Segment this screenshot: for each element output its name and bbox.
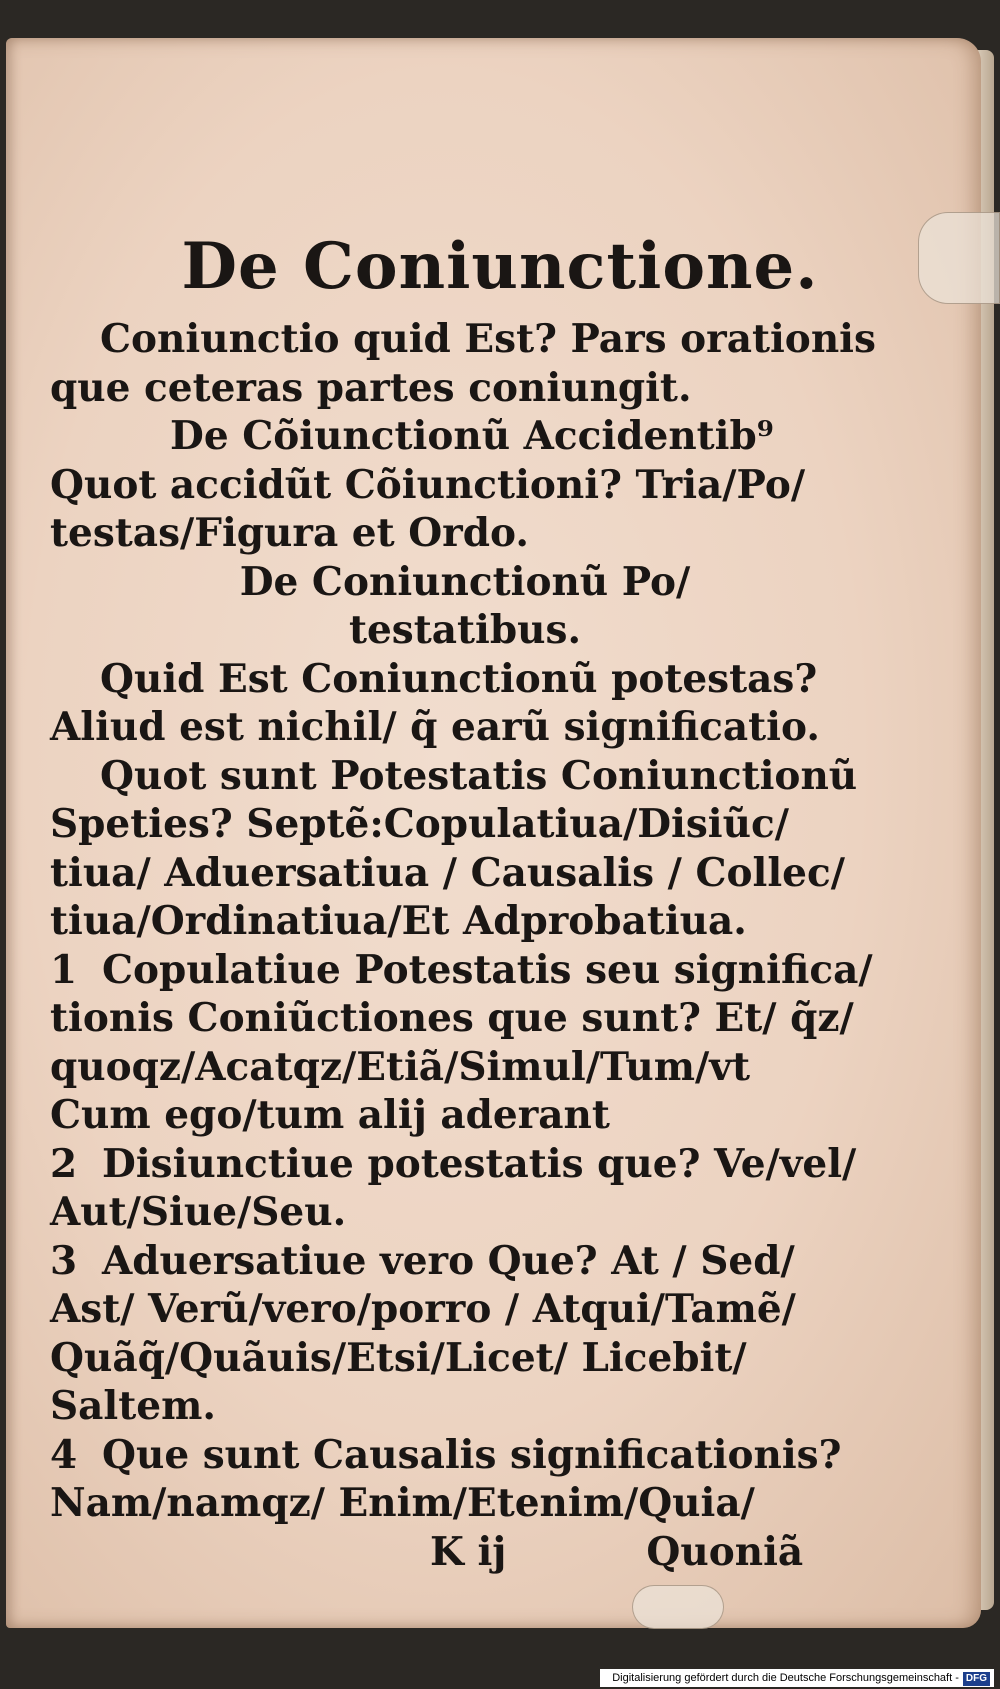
page-footer	[50, 1528, 880, 1577]
page-title: De Coniunctione.	[181, 229, 819, 304]
item-number: 2	[50, 1140, 78, 1187]
text-line: Aut/Siue/Seu.	[50, 1189, 347, 1235]
signature-mark: K ij	[430, 1528, 507, 1575]
numbered-line	[50, 946, 880, 995]
catchword: Quoniã	[646, 1528, 804, 1575]
text-line: Aduersatiue vero Que? At / Sed/	[102, 1237, 795, 1284]
text-line: que ceteras partes coniungit.	[50, 364, 692, 411]
section-heading: De Coniunctionũ Po/	[239, 558, 691, 605]
page-text	[50, 225, 880, 1576]
text-line: Quãq̃/Quãuis/Etsi/Licet/ Licebit/	[50, 1334, 747, 1381]
numbered-line	[50, 1140, 880, 1189]
text-line: quoqz/Acatqz/Etiã/Simul/Tum/vt	[50, 1043, 750, 1090]
digitization-credit	[600, 1669, 994, 1687]
dfg-logo: DFG	[963, 1672, 990, 1686]
text-line: tiua/ Aduersatiua / Causalis / Collec/	[50, 849, 845, 896]
text-line: Quot accidũt Cõiunctioni? Tria/Po/	[50, 461, 806, 508]
item-number: 3	[50, 1237, 78, 1284]
text-line: Quid Est Coniunctionũ potestas?	[100, 655, 818, 702]
section-heading: testatibus.	[348, 607, 582, 653]
text-line: Quot sunt Potestatis Coniunctionũ	[100, 752, 858, 799]
text-line: Speties? Septẽ:Copulatiua/Disiũc/	[50, 801, 789, 847]
text-line: Saltem.	[50, 1383, 216, 1429]
text-line: Nam/namqz/ Enim/Etenim/Quia/	[50, 1480, 755, 1526]
numbered-line	[50, 1431, 880, 1480]
digitization-text: Digitalisierung gefördert durch die Deutsche Forschungsgemeinschaft -	[612, 1672, 959, 1684]
text-line: Cum ego/tum alij aderant	[50, 1092, 610, 1138]
numbered-line	[50, 1237, 880, 1286]
text-line: Copulatiue Potestatis seu significa/	[102, 946, 873, 993]
text-line: tiua/Ordinatiua/Et Adprobatiua.	[50, 898, 747, 944]
text-line: tionis Coniũctiones que sunt? Et/ q̃z/	[50, 995, 854, 1041]
text-line: Aliud est nichil/ q̃ earũ significatio.	[50, 704, 820, 750]
text-line: Coniunctio quid Est? Pars orationis	[100, 316, 876, 362]
item-number: 1	[50, 946, 78, 993]
text-line: Que sunt Causalis significationis?	[102, 1431, 842, 1478]
section-heading: De Cõiunctionũ Accidentib⁹	[170, 413, 774, 459]
text-line: Ast/ Verũ/vero/porro / Atqui/Tamẽ/	[50, 1286, 796, 1332]
item-number: 4	[50, 1431, 78, 1478]
text-line: testas/Figura et Ordo.	[50, 510, 529, 556]
page-clip-top	[918, 212, 1000, 304]
page-clip-bottom	[632, 1585, 724, 1629]
text-line: Disiunctiue potestatis que? Ve/vel/	[102, 1140, 857, 1187]
